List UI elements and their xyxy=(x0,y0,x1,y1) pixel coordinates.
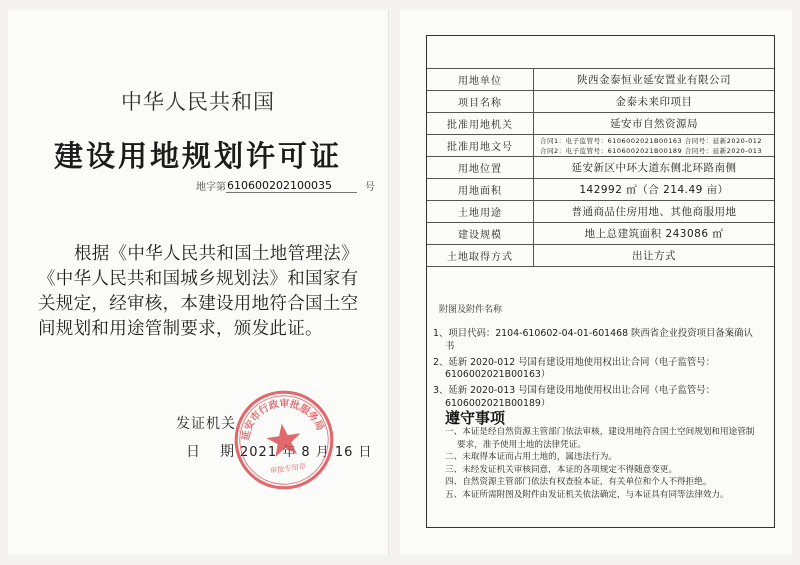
list-item: 二、未取得本证而占用土地的，属违法行为。 xyxy=(445,452,617,462)
table-row xyxy=(427,179,774,201)
issuer-label: 发证机关 xyxy=(176,416,236,432)
row-label: 用地单位 xyxy=(427,69,534,91)
list-item: 1、项目代码：2104-610602-04-01-601468 陕西省企业投资项目备案确认书 xyxy=(433,328,753,352)
certificate-title: 建设用地规划许可证 xyxy=(53,139,342,173)
table-row xyxy=(427,245,774,267)
row-value-multiline xyxy=(534,135,775,157)
right-certificate-page xyxy=(400,10,792,555)
row-label: 批准用地机关 xyxy=(427,113,534,135)
certificate-number-value: 610600202100035 xyxy=(226,179,357,193)
certificate-number-label: 地字第 xyxy=(196,182,226,193)
left-certificate-page xyxy=(8,10,388,555)
certificate-number-row xyxy=(196,178,375,193)
list-item: 2、延新 2020-012 号国有建设用地使用权出让合同（电子监管号：6106002021B00163） xyxy=(433,356,716,381)
table-row xyxy=(427,135,774,157)
table-row xyxy=(427,223,774,245)
row-value: 延安新区中环大道东侧北环路南侧 xyxy=(534,157,775,179)
approval-line-2: 合同2：电子监管号：6106002021B00189 合同号：延新2020-013 xyxy=(540,146,762,155)
country-heading: 中华人民共和国 xyxy=(121,90,275,114)
row-label: 用地面积 xyxy=(427,179,534,201)
row-label: 批准用地文号 xyxy=(427,135,534,157)
table-row xyxy=(427,69,774,91)
land-info-table xyxy=(427,68,774,267)
list-item: 四、自然资源主管部门依法有权查验本证，有关单位和个人不得拒绝。 xyxy=(445,477,712,487)
approval-line-1: 合同1：电子监管号：6106002021B00163 合同号：延新2020-012 xyxy=(540,136,762,145)
row-value: 金泰未来印项目 xyxy=(534,91,775,113)
list-item: 五、本证所需附图及附件由发证机关依法确定，与本证具有同等法律效力。 xyxy=(445,489,729,500)
attachments-title: 附图及附件名称 xyxy=(439,305,503,315)
row-label: 建设规模 xyxy=(427,223,534,245)
row-value: 延安市自然资源局 xyxy=(534,113,775,135)
list-item: 一、本证是经自然资源主管部门依法审核，建设用地符合国土空间规划和用途管制要求，准予使用土地的法律凭证。 xyxy=(445,427,755,450)
certificate-number-suffix: 号 xyxy=(365,182,375,193)
row-value: 普通商品住房用地、其他商服用地 xyxy=(534,201,775,223)
row-value: 陕西金泰恒业延安置业有限公司 xyxy=(534,69,775,91)
row-label: 用地位置 xyxy=(427,157,534,179)
table-row xyxy=(427,201,774,223)
date-value: 2021 年 8 月 16 日 xyxy=(240,445,373,460)
list-item: 三、未经发证机关审核同意，本证的各项规定不得随意变更。 xyxy=(445,464,678,475)
table-row xyxy=(427,91,774,113)
row-label: 项目名称 xyxy=(427,91,534,113)
seal-sub-text: 审批专用章 xyxy=(269,461,307,476)
date-label: 日期 xyxy=(186,444,254,460)
table-row xyxy=(427,113,774,135)
row-value: 142992 ㎡（合 214.49 亩） xyxy=(534,179,775,201)
notes-title: 遵守事项 xyxy=(445,409,506,427)
official-seal-stamp xyxy=(225,381,342,498)
seal-star-icon xyxy=(265,421,304,458)
table-row xyxy=(427,157,774,179)
certificate-body-text: 根据《中华人民共和国土地管理法》《中华人民共和国城乡规划法》和国家有关规定，经审核，本建设用地符合国土空间规划和用途管制要求，颁发此证。 xyxy=(38,244,359,339)
row-label: 土地取得方式 xyxy=(427,245,534,267)
notes-list xyxy=(445,426,761,501)
row-value: 出让方式 xyxy=(534,245,775,267)
row-label: 土地用途 xyxy=(427,201,534,223)
attachments-list xyxy=(433,328,759,414)
details-frame xyxy=(426,35,775,528)
list-item: 3、延新 2020-013 号国有建设用地使用权出让合同（电子监管号：6106002021B00189） xyxy=(433,385,716,409)
seal-arc-text: 延安市行政审批服务局 xyxy=(240,398,326,442)
row-value: 地上总建筑面积 243086 ㎡ xyxy=(534,223,775,245)
